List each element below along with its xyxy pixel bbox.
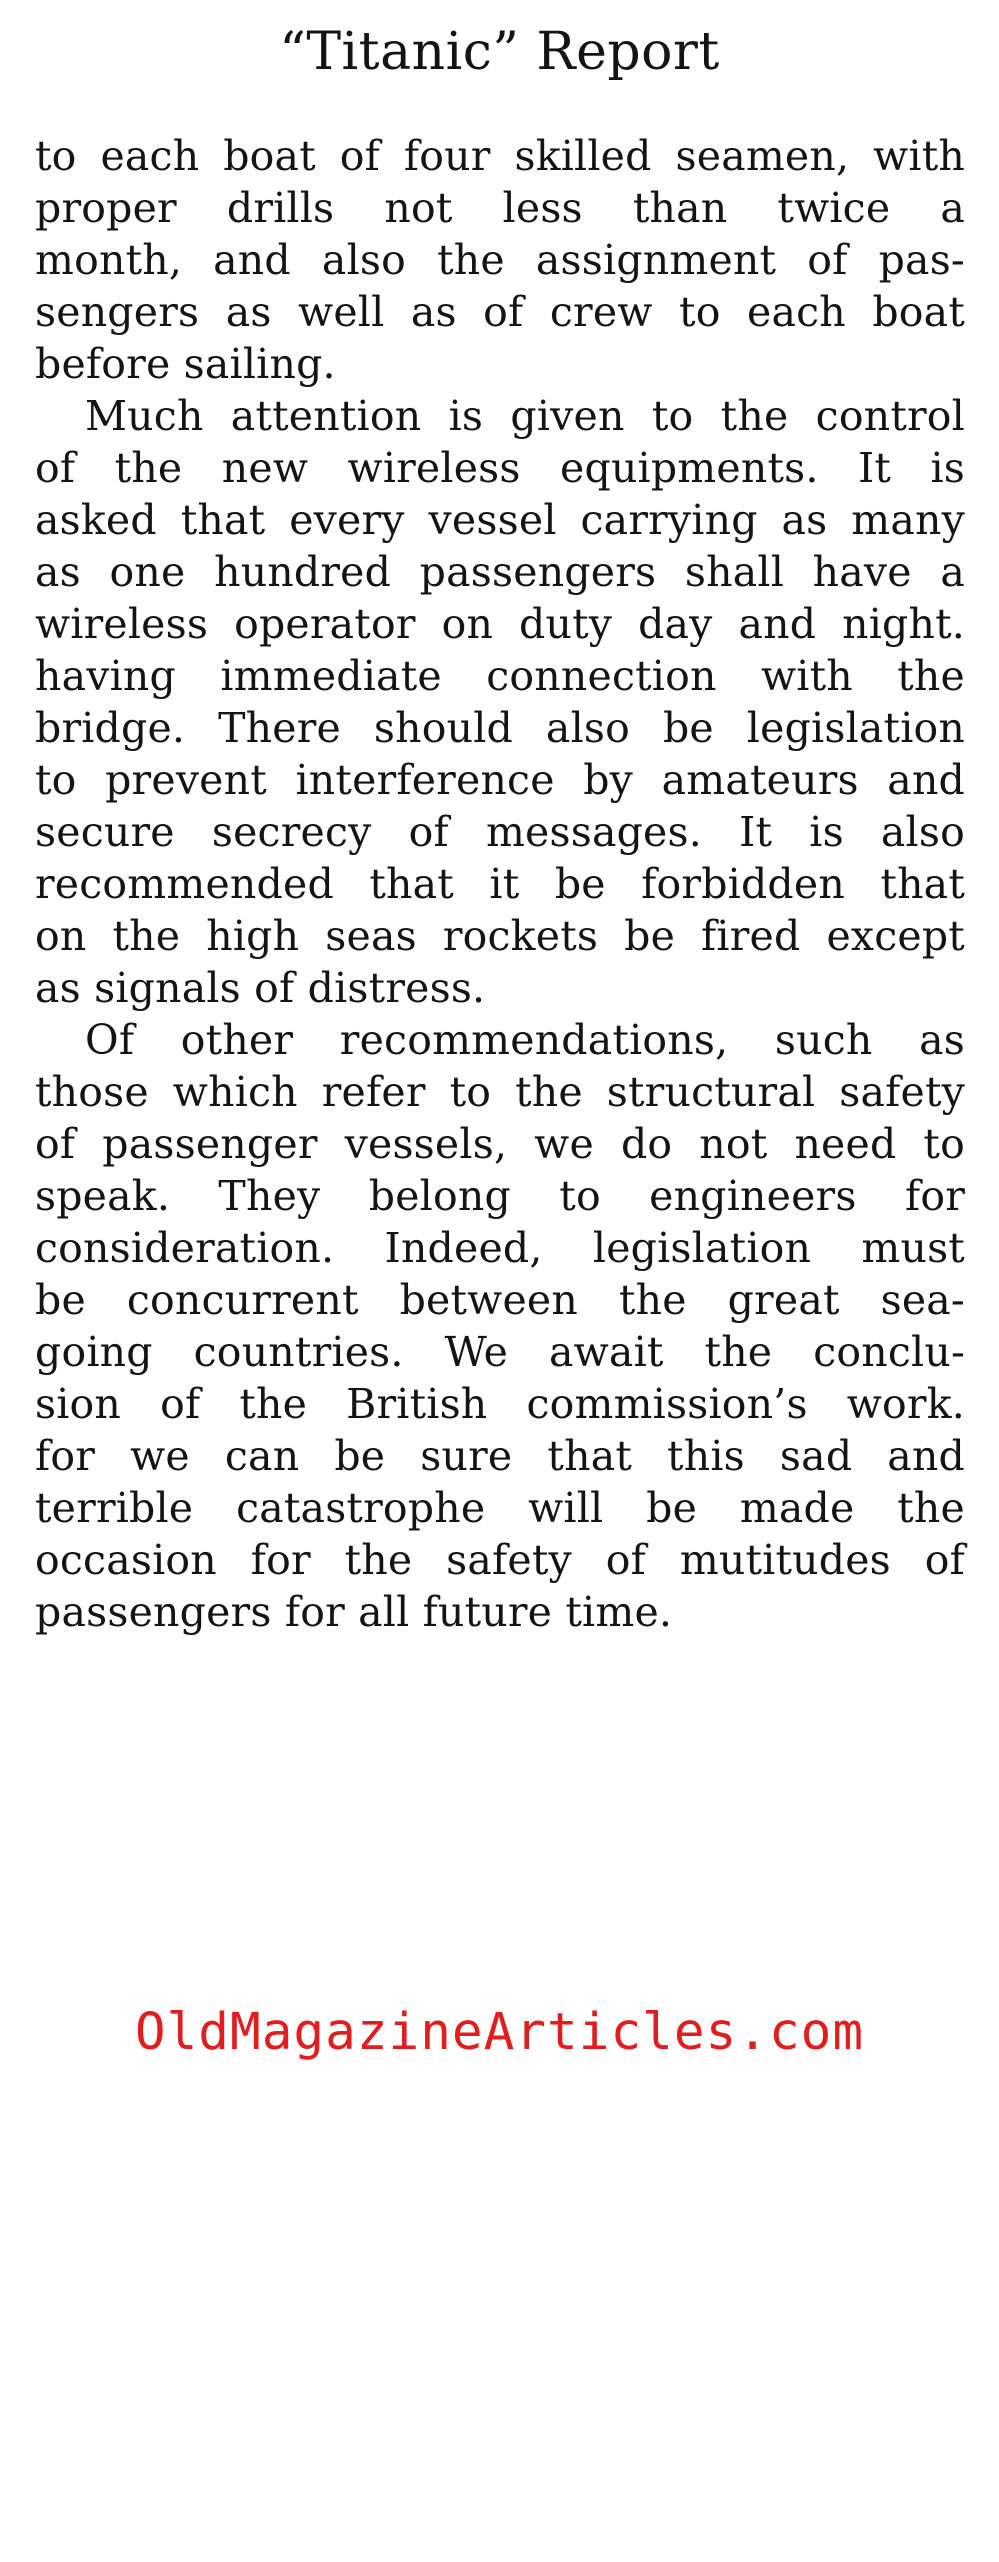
text-line: Of other recommendations, such as: [85, 1016, 965, 1064]
article-title: “Titanic” Report: [279, 22, 720, 82]
text-line: to prevent interference by amateurs and: [35, 756, 965, 804]
text-line: Much attention is given to the control: [85, 392, 965, 440]
text-line: bridge. There should also be legislation: [35, 704, 965, 752]
text-line: as one hundred passengers shall have a: [35, 548, 965, 596]
text-line: recommended that it be forbidden that: [35, 860, 965, 908]
text-line: speak. They belong to engineers for: [35, 1172, 965, 1220]
text-line: as signals of distress.: [35, 964, 486, 1012]
text-line: for we can be sure that this sad and: [35, 1432, 965, 1480]
text-line: proper drills not less than twice a: [35, 184, 965, 232]
text-line: to each boat of four skilled seamen, with: [35, 132, 965, 180]
text-line: terrible catastrophe will be made the: [35, 1484, 965, 1532]
site-link[interactable]: OldMagazineArticles.com: [134, 2003, 865, 2062]
text-line: going countries. We await the conclu-: [35, 1328, 965, 1376]
text-line: sion of the British commission’s work.: [35, 1380, 965, 1428]
text-line: of the new wireless equipments. It is: [35, 444, 965, 492]
text-line: occasion for the safety of mutitudes of: [35, 1536, 965, 1584]
text-line: secure secrecy of messages. It is also: [35, 808, 965, 856]
text-line: consideration. Indeed, legislation must: [35, 1224, 965, 1272]
text-line: of passenger vessels, we do not need to: [35, 1120, 965, 1168]
text-line: be concurrent between the great sea-: [35, 1276, 965, 1324]
text-line: having immediate connection with the: [35, 652, 965, 700]
text-line: on the high seas rockets be fired except: [35, 912, 965, 960]
text-line: sengers as well as of crew to each boat: [35, 288, 965, 336]
text-line: those which refer to the structural safety: [35, 1068, 965, 1116]
text-line: wireless operator on duty day and night.: [35, 600, 965, 648]
text-line: month, and also the assignment of pas-: [35, 236, 965, 284]
text-line: passengers for all future time.: [35, 1588, 673, 1636]
text-line: asked that every vessel carrying as many: [35, 496, 965, 544]
text-line: before sailing.: [35, 340, 336, 388]
article-body: [35, 130, 965, 1638]
